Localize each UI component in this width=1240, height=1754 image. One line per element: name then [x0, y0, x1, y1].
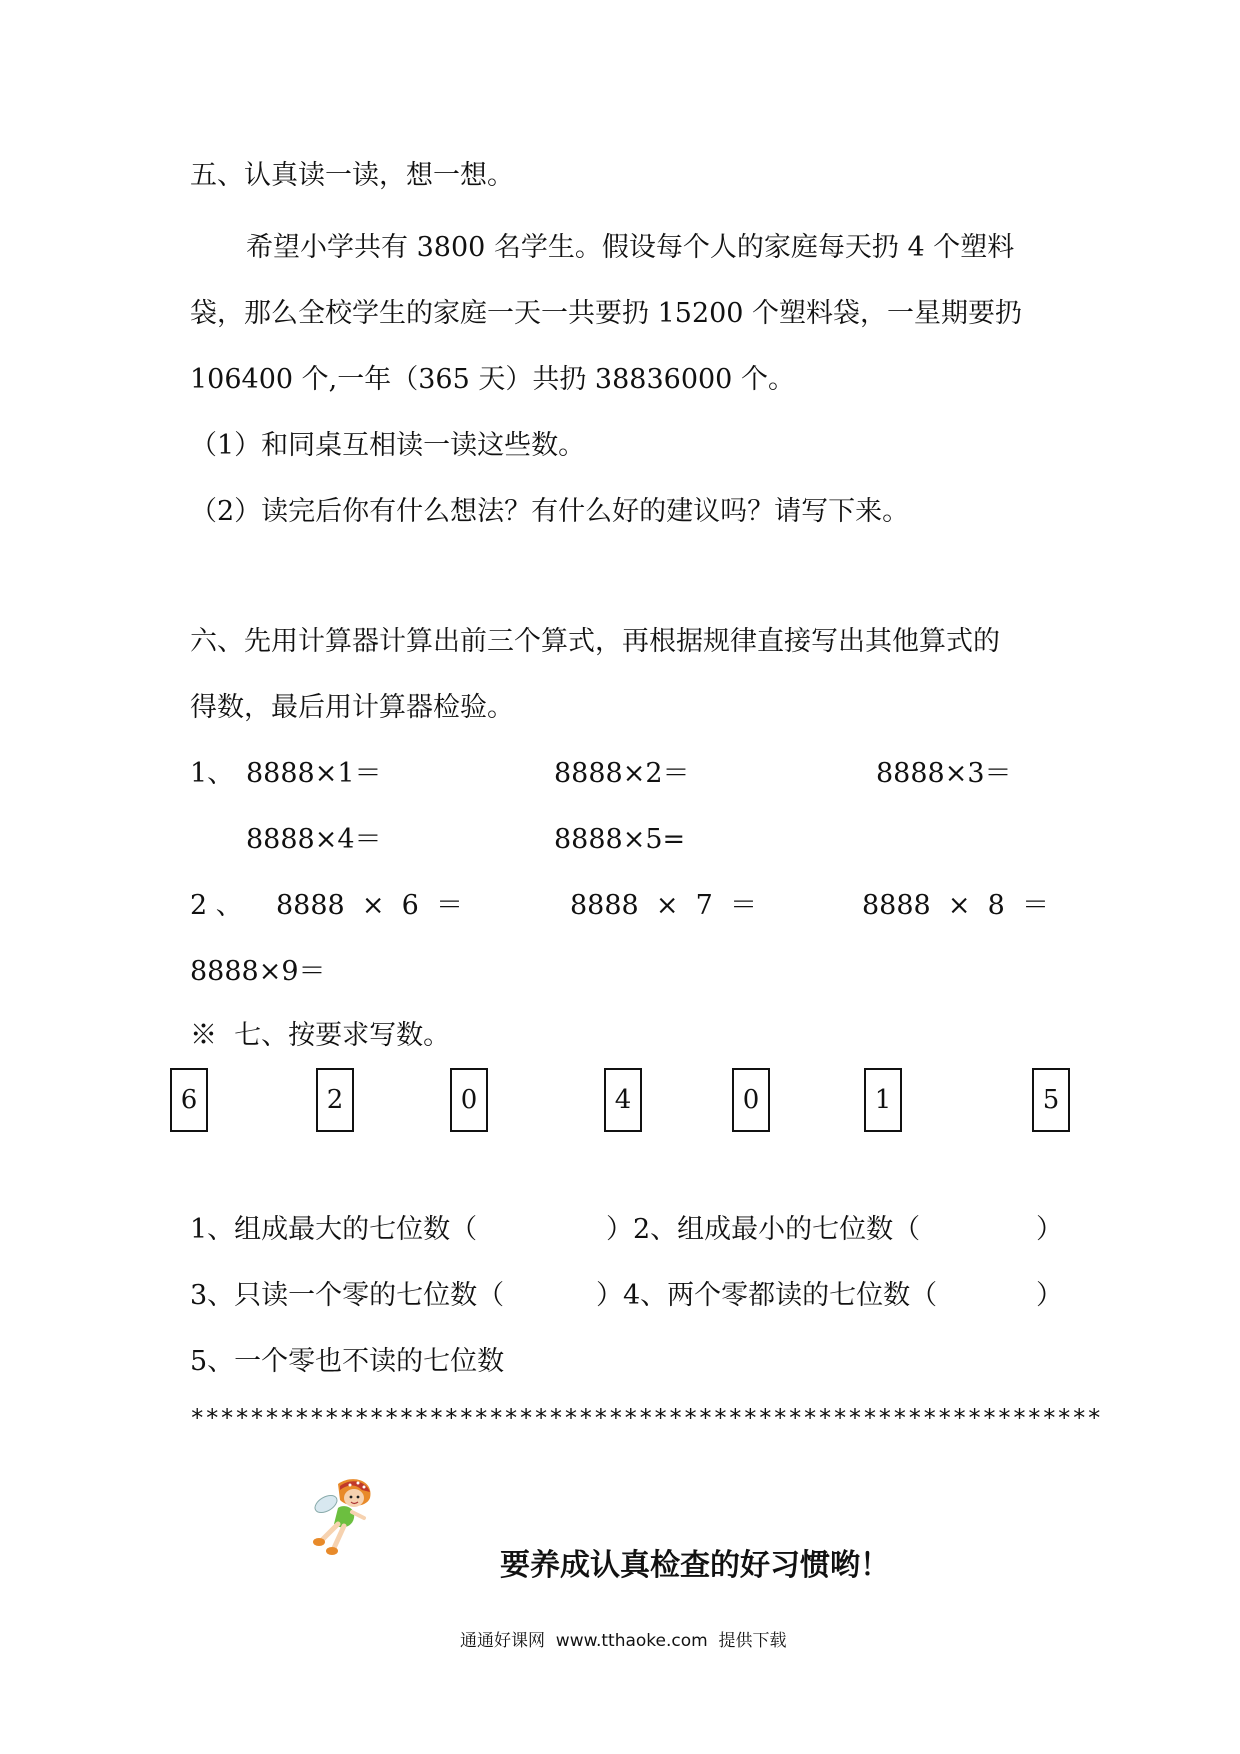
section7-question1: 1、组成最大的七位数（ [190, 1214, 478, 1245]
equation-2: 8888×2＝ [554, 758, 690, 789]
section6-heading-line1: 六、先用计算器计算出前三个算式，再根据规律直接写出其他算式的 [190, 626, 1000, 657]
slogan-text: 要养成认真检查的好习惯哟！ [500, 1548, 890, 1583]
section7-heading: ※ 七、按要求写数。 [190, 1020, 451, 1051]
equation-1: 8888×1＝ [246, 758, 382, 789]
divider-line: ************************************************************* [190, 1404, 1102, 1432]
section5-question2: （2）读完后你有什么想法？有什么好的建议吗？请写下来。 [190, 496, 910, 527]
digit-card: 2 [316, 1068, 354, 1132]
digit-card: 0 [732, 1068, 770, 1132]
section6-heading-line2: 得数，最后用计算器检验。 [190, 692, 514, 723]
digit-card: 5 [1032, 1068, 1070, 1132]
group1-label: 1、 [190, 758, 235, 789]
section7-question4-end: ） [1036, 1280, 1063, 1311]
equation-5: 8888×5= [554, 824, 686, 855]
section7-question3: 3、只读一个零的七位数（ [190, 1280, 505, 1311]
section5-paragraph-line3: 106400 个,一年（365 天）共扔 38836000 个。 [190, 364, 795, 395]
digit-card: 0 [450, 1068, 488, 1132]
equation-6: 8888 × 6 ＝ [276, 890, 464, 921]
group2-label: 2 、 [190, 890, 243, 921]
equation-8: 8888 × 8 ＝ [862, 890, 1050, 921]
equation-7: 8888 × 7 ＝ [570, 890, 758, 921]
section7-question5: 5、一个零也不读的七位数 [190, 1346, 505, 1377]
section5-paragraph-line2: 袋，那么全校学生的家庭一天一共要扔 15200 个塑料袋，一星期要扔 [190, 298, 1023, 329]
equation-9: 8888×9＝ [190, 956, 326, 987]
section7-question4: ）4、两个零都读的七位数（ [596, 1280, 938, 1311]
section7-question2: ）2、组成最小的七位数（ [606, 1214, 921, 1245]
digit-card: 4 [604, 1068, 642, 1132]
footer-credit: 通通好课网 www.tthaoke.com 提供下载 [460, 1631, 787, 1651]
cartoon-girl-illustration [304, 1474, 384, 1560]
section5-paragraph-line1: 希望小学共有 3800 名学生。假设每个人的家庭每天扔 4 个塑料 [246, 232, 1015, 263]
section5-question1: （1）和同桌互相读一读这些数。 [190, 430, 586, 461]
equation-4: 8888×4＝ [246, 824, 382, 855]
section5-heading: 五、认真读一读，想一想。 [190, 160, 514, 191]
digit-card: 6 [170, 1068, 208, 1132]
digit-card: 1 [864, 1068, 902, 1132]
equation-3: 8888×3＝ [876, 758, 1012, 789]
section7-question2-end: ） [1036, 1214, 1063, 1245]
